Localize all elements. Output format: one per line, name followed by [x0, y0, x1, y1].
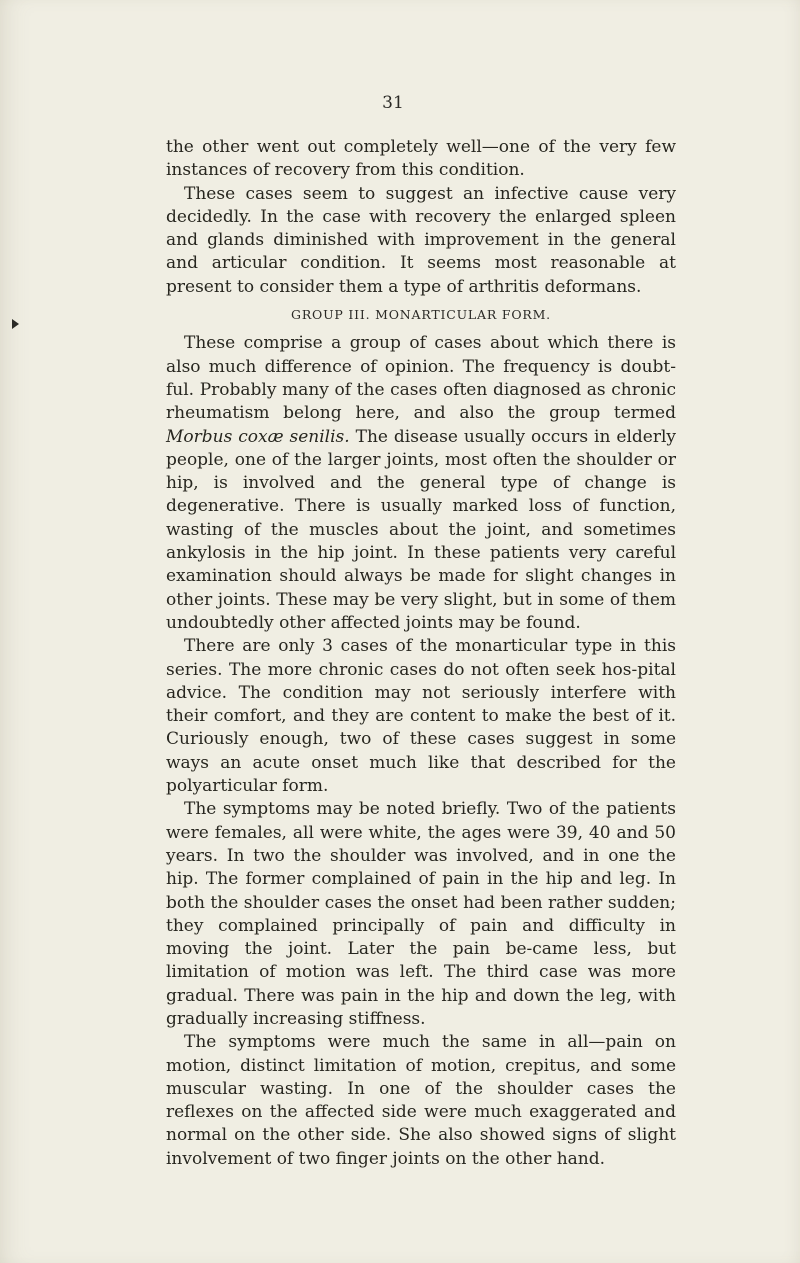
- margin-arrow-icon: [12, 319, 19, 329]
- body-text: [166, 136, 676, 1171]
- paragraph-4: There are only 3 cases of the monarticular type in this series. The more chronic cases do not often seek hos-pital advice. The condition may not seriously interfere with their comfort, and they are content to make the best of it. Curiously enough, two of these cases suggest in some ways an acute onset much like that described for the polyarticular form.: [166, 636, 676, 797]
- paragraph-1: the other went out completely well—one of the very few instances of recovery from this condition.: [166, 137, 676, 181]
- page-number: 31: [382, 93, 404, 113]
- paragraph-2: These cases seem to suggest an infective cause very decidedly. In the case with recovery the enlarged spleen and glands diminished with improvement in the general and articular condition. It seems most reasonable at present to consider them a type of arthritis deformans.: [166, 183, 676, 297]
- paragraph-3: [166, 332, 676, 635]
- paragraph-3-italic-term: Morbus coxæ senilis.: [166, 426, 350, 447]
- paragraph-3-start: These comprise a group of cases about which there is also much difference of opinion. The frequency is doubt-ful. Probably many of the cases often diagnosed as chronic rheumatism belong here, and also the group termed: [166, 333, 676, 424]
- section-heading: GROUP III. MONARTICULAR FORM.: [291, 307, 551, 323]
- paragraph-5: The symptoms may be noted briefly. Two of the patients were females, all were white, the ages were 39, 40 and 50 years. In two the shoulder was involved, and in one the hip. The former complained of pain in the hip and leg. In both the shoulder cases the onset had been rather sudden; they complained principally of pain and difficulty in moving the joint. Later the pain be-came less, but limitation of motion was left. The third case was more gradual. There was pain in the hip and down the leg, with gradually increasing stiffness.: [166, 799, 676, 1029]
- paragraph-6: The symptoms were much the same in all—pain on motion, distinct limitation of motion, crepitus, and some muscular wasting. In one of the shoulder cases the reflexes on the affected side were much exaggerated and normal on the other side. She also showed signs of slight involvement of two finger joints on the other hand.: [166, 1032, 676, 1169]
- paragraph-3-end: The disease usually occurs in elderly people, one of the larger joints, most often the shoulder or hip, is involved and the general type of change is degenerative. There is usually marked loss of function, wasting of the muscles about the joint, and sometimes ankylosis in the hip joint. In these patients very careful examination should always be made for slight changes in other joints. These may be very slight, but in some of them undoubtedly other affected joints may be found.: [166, 426, 676, 633]
